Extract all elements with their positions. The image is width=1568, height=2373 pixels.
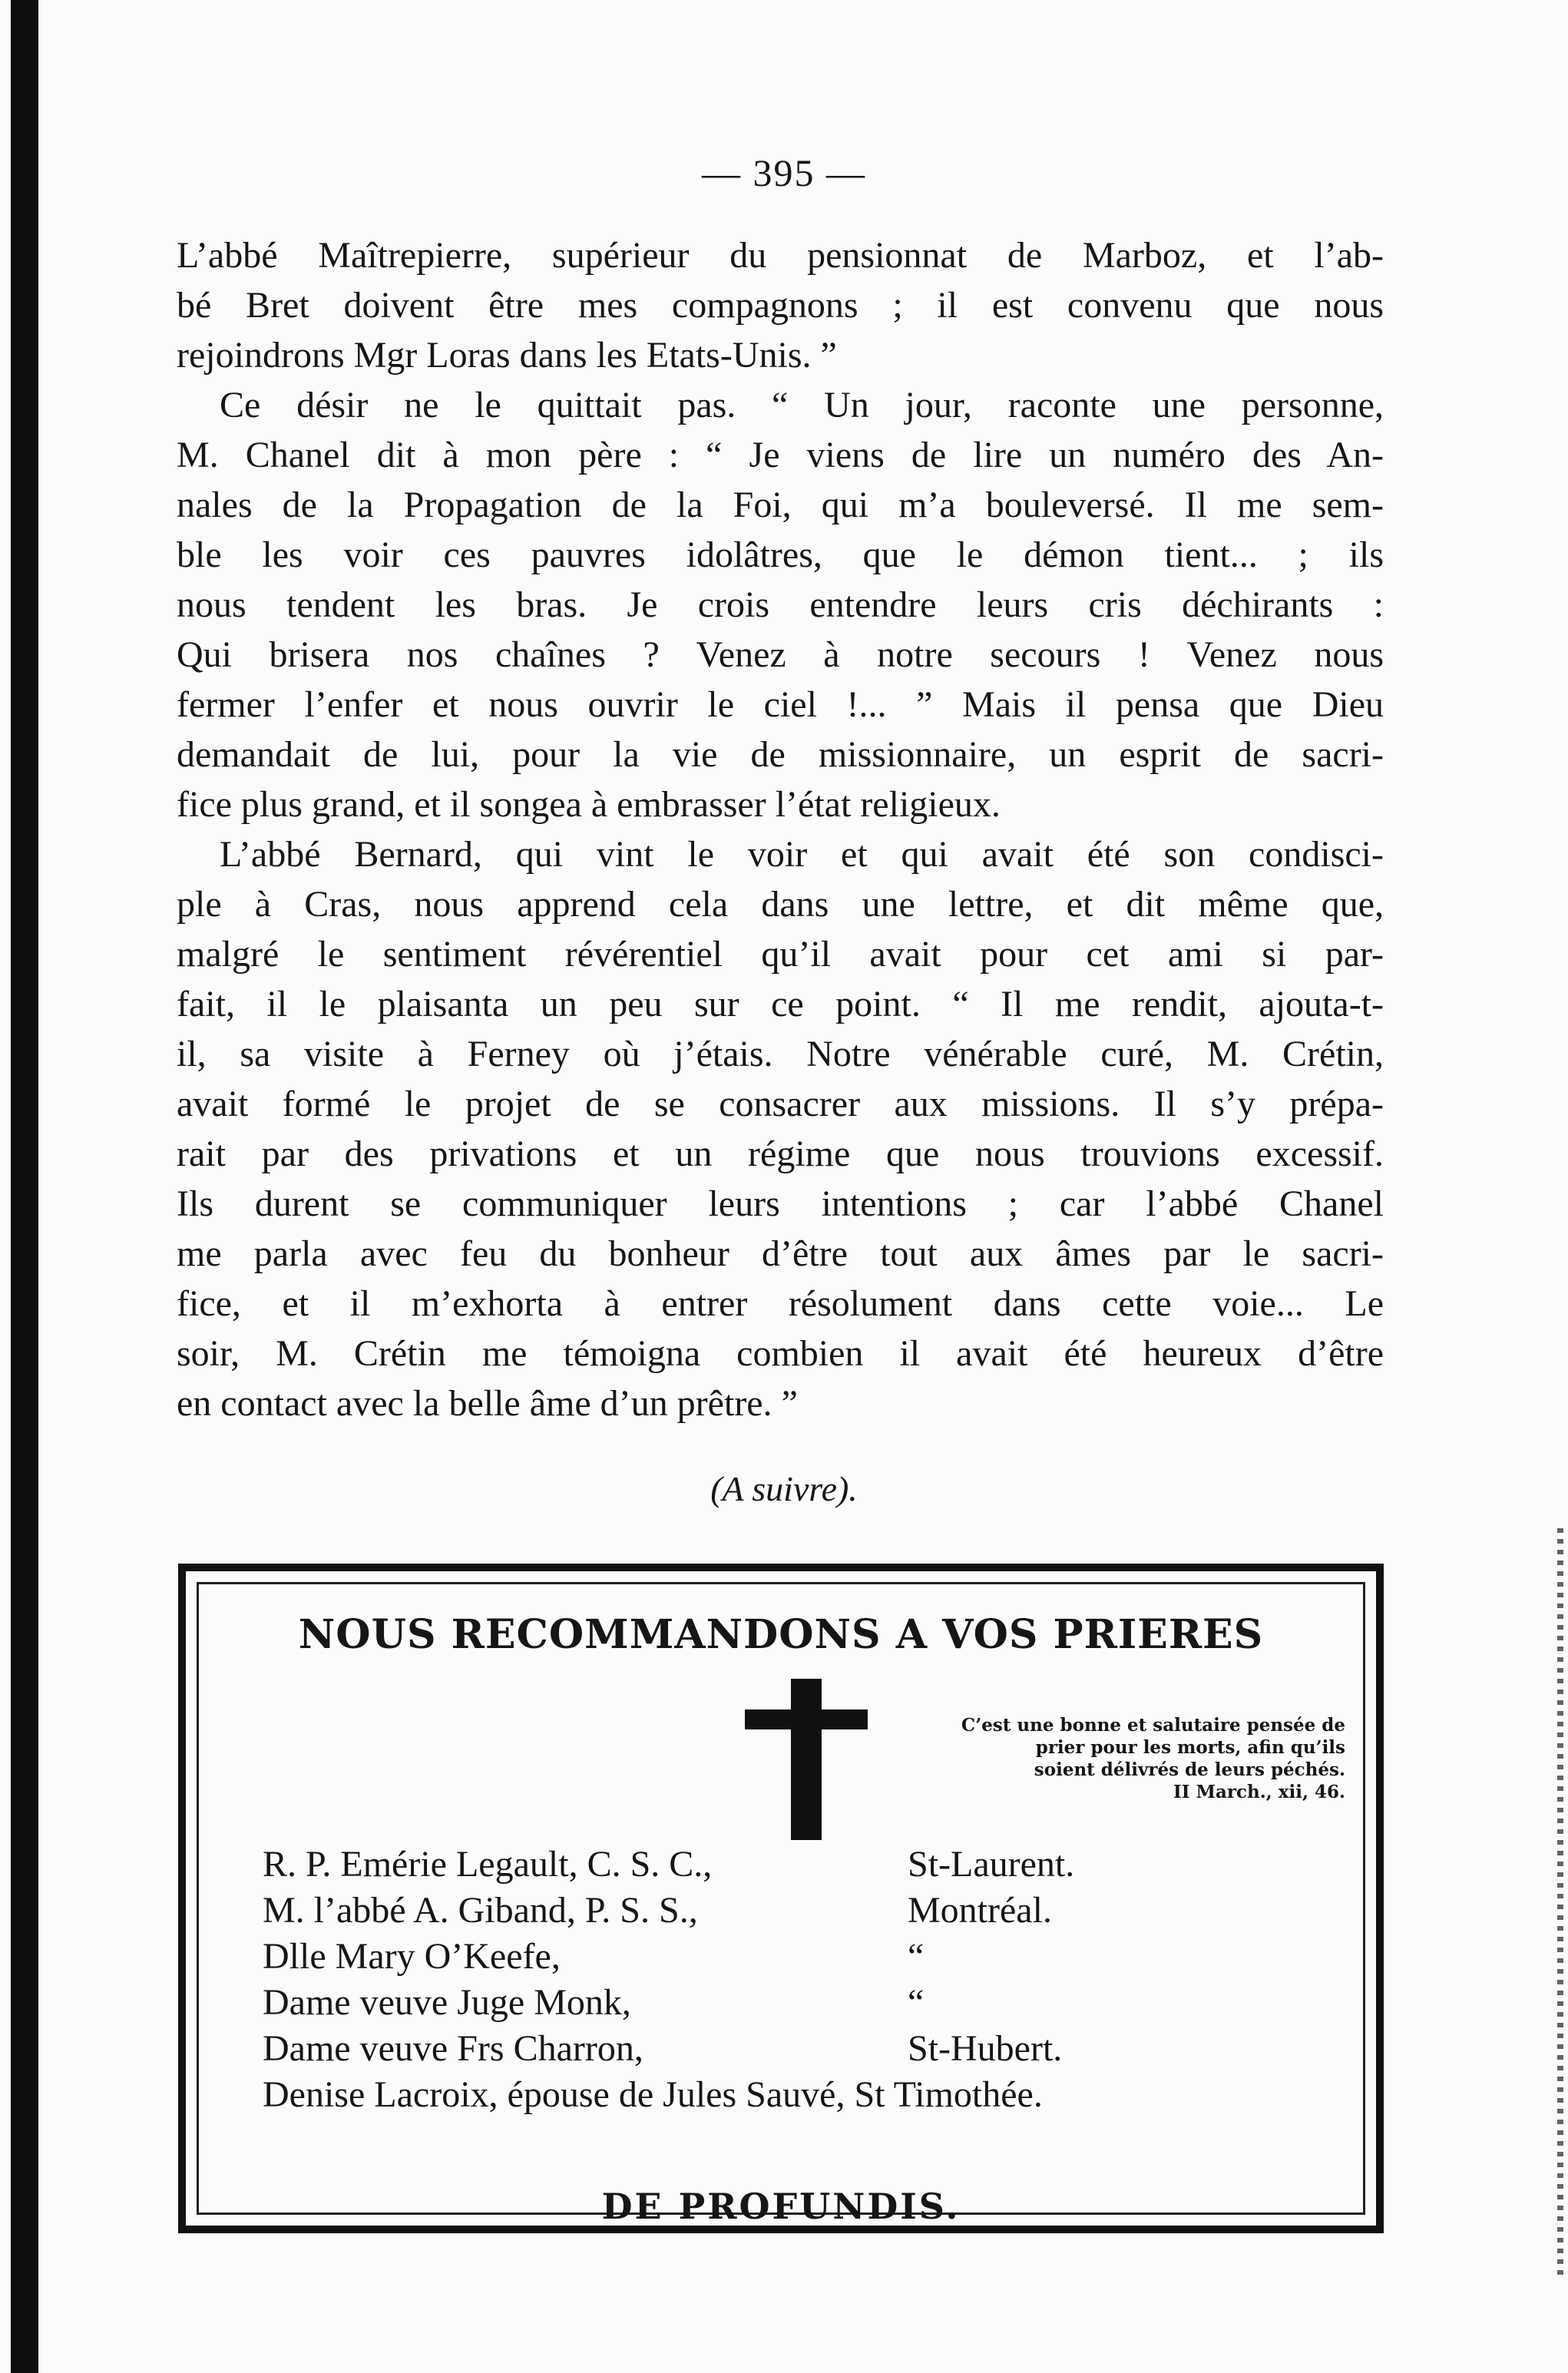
deceased-place: “ bbox=[908, 1936, 925, 1977]
prayer-notice-box bbox=[178, 1564, 1384, 2233]
list-item bbox=[263, 2072, 1338, 2118]
deceased-place: “ bbox=[908, 1982, 925, 2023]
scan-edge-left bbox=[11, 0, 38, 2373]
deceased-name: Denise Lacroix, épouse de Jules Sauvé, St Timothée. bbox=[263, 2074, 1043, 2115]
quote-line: prier pour les morts, afin qu’ils bbox=[1035, 1737, 1345, 1758]
paragraph-1 bbox=[177, 230, 1384, 380]
a-suivre-note: (A suivre). bbox=[710, 1469, 858, 1508]
text-line: avait formé le projet de se consacrer aux missions. Il s’y prépa- bbox=[177, 1084, 1384, 1124]
quote-line: C’est une bonne et salutaire pensée de bbox=[961, 1715, 1345, 1736]
deceased-name: Dame veuve Frs Charron, bbox=[263, 2028, 643, 2069]
text-line: nous tendent les bras. Je crois entendre leurs cris déchirants : bbox=[177, 584, 1384, 625]
list-item bbox=[263, 1980, 1338, 2026]
paragraph-3 bbox=[177, 829, 1384, 1428]
list-item bbox=[263, 1934, 1338, 1980]
deceased-place: St-Hubert. bbox=[908, 2028, 1063, 2069]
text-line: me parla avec feu du bonheur d’être tout aux âmes par le sacri- bbox=[177, 1233, 1384, 1274]
text-line: demandait de lui, pour la vie de missionnaire, un esprit de sacri- bbox=[177, 734, 1384, 775]
text-line: Qui brisera nos chaînes ? Venez à notre secours ! Venez nous bbox=[177, 634, 1384, 675]
text-line: M. Chanel dit à mon père : “ Je viens de lire un numéro des An- bbox=[177, 435, 1384, 475]
text-line: L’abbé Maîtrepierre, supérieur du pensionnat de Marboz, et l’ab- bbox=[177, 235, 1384, 276]
list-item bbox=[263, 1842, 1338, 1888]
text-line: rait par des privations et un régime que nous trouvions excessif. bbox=[177, 1134, 1384, 1174]
text-line: nales de la Propagation de la Foi, qui m’a bouleversé. Il me sem- bbox=[177, 485, 1384, 525]
notice-footer: DE PROFUNDIS. bbox=[601, 2186, 961, 2227]
list-item bbox=[263, 2026, 1338, 2072]
text-line: fermer l’enfer et nous ouvrir le ciel !... ” Mais il pensa que Dieu bbox=[177, 684, 1384, 725]
body-text bbox=[177, 230, 1384, 1428]
text-line: ple à Cras, nous apprend cela dans une lettre, et dit même que, bbox=[177, 884, 1384, 925]
deceased-place: St-Laurent. bbox=[908, 1844, 1075, 1885]
text-line: fice plus grand, et il songea à embrasser l’état religieux. bbox=[177, 784, 1001, 825]
text-line: malgré le sentiment révérentiel qu’il avait pour cet ami si par- bbox=[177, 934, 1384, 975]
text-line: Ils durent se communiquer leurs intentions ; car l’abbé Chanel bbox=[177, 1183, 1384, 1224]
list-item bbox=[263, 1888, 1338, 1934]
notice-title: NOUS RECOMMANDONS A VOS PRIERES bbox=[298, 1611, 1264, 1658]
deceased-name: Dame veuve Juge Monk, bbox=[263, 1982, 631, 2023]
deceased-place: Montréal. bbox=[908, 1890, 1052, 1931]
text-line: ble les voir ces pauvres idolâtres, que le démon tient... ; ils bbox=[177, 535, 1384, 575]
text-line: il, sa visite à Ferney où j’étais. Notre vénérable curé, M. Crétin, bbox=[177, 1034, 1384, 1074]
text-line: soir, M. Crétin me témoigna combien il avait été heureux d’être bbox=[177, 1333, 1384, 1374]
paragraph-2 bbox=[177, 380, 1384, 829]
quote-line: soient délivrés de leurs péchés. bbox=[1034, 1759, 1345, 1780]
names-list bbox=[263, 1842, 1338, 2118]
page-number: — 395 — bbox=[702, 151, 866, 194]
text-line: L’abbé Bernard, qui vint le voir et qui avait été son condisci- bbox=[220, 834, 1384, 875]
deceased-name: M. l’abbé A. Giband, P. S. S., bbox=[263, 1890, 698, 1931]
text-line: fait, il le plaisanta un peu sur ce point. “ Il me rendit, ajouta-t- bbox=[177, 984, 1384, 1024]
deceased-name: R. P. Emérie Legault, C. S. C., bbox=[263, 1844, 713, 1885]
deceased-name: Dlle Mary O’Keefe, bbox=[263, 1936, 561, 1977]
scripture-quote bbox=[815, 1714, 1345, 1803]
text-line: rejoindrons Mgr Loras dans les Etats-Unis. ” bbox=[177, 335, 837, 376]
scan-edge-right bbox=[1557, 1528, 1563, 2281]
text-line: Ce désir ne le quittait pas. “ Un jour, raconte une personne, bbox=[220, 385, 1384, 425]
text-line: bé Bret doivent être mes compagnons ; il est convenu que nous bbox=[177, 285, 1384, 326]
text-line: fice, et il m’exhorta à entrer résolument dans cette voie... Le bbox=[177, 1283, 1384, 1324]
quote-reference: II March., xii, 46. bbox=[1173, 1782, 1345, 1802]
text-line: en contact avec la belle âme d’un prêtre. ” bbox=[177, 1383, 798, 1424]
